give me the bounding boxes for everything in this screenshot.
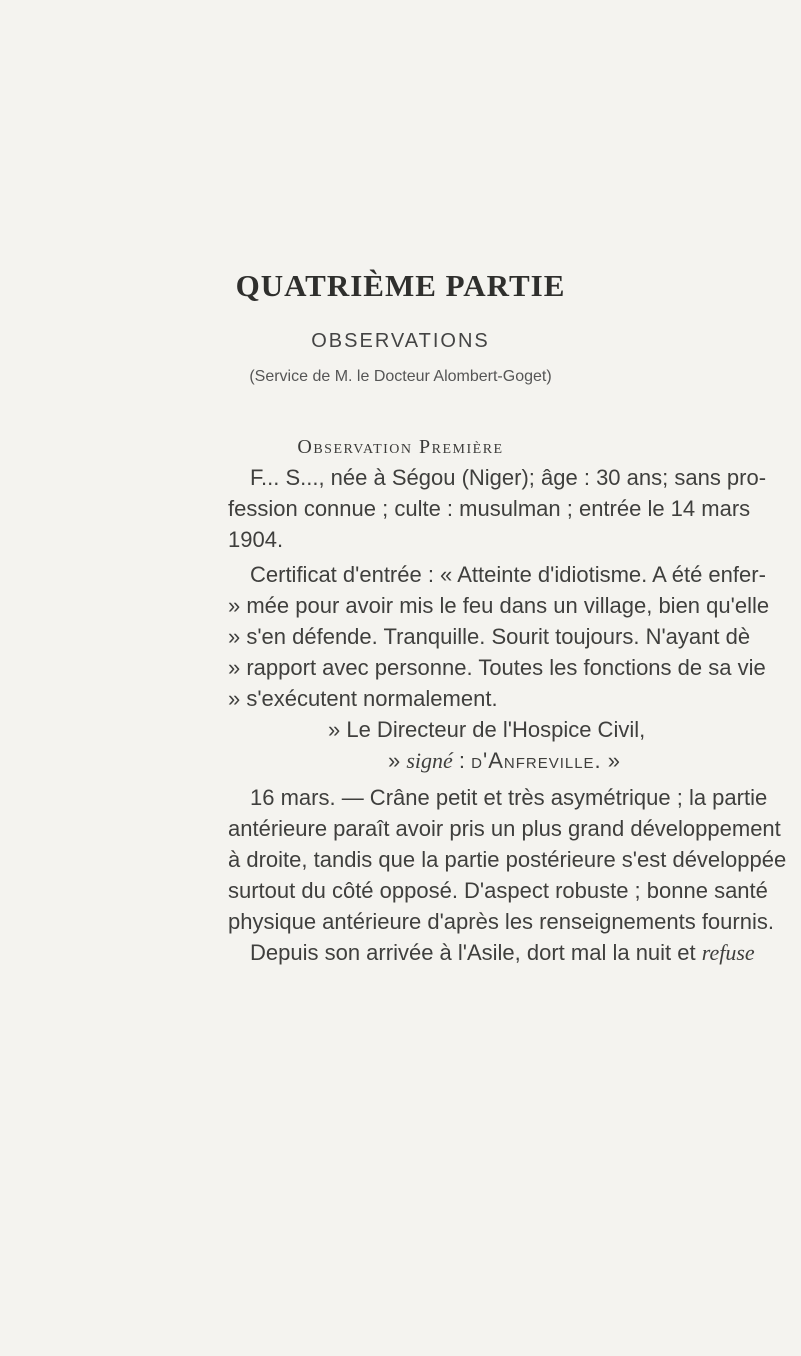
observation-title: Observation Première bbox=[297, 436, 504, 458]
signature-line-signed bbox=[228, 745, 748, 776]
signed-word: signé bbox=[406, 748, 453, 773]
text-line: fession connue ; culte : musulman ; entrée le 14 mars bbox=[228, 496, 751, 521]
signature-suffix: » bbox=[601, 748, 621, 773]
text-line: Certificat d'entrée : « Atteinte d'idiotisme. A été enfer- bbox=[250, 562, 766, 587]
paragraph-certificate bbox=[228, 559, 770, 776]
text-line: 1904. bbox=[228, 527, 284, 552]
signature-colon: : bbox=[452, 748, 472, 773]
last-line-text: Depuis son arrivée à l'Asile, dort mal la nuit et bbox=[250, 940, 702, 965]
service-line: (Service de M. le Docteur Alombert-Goget) bbox=[249, 368, 552, 385]
signature-prefix: » bbox=[388, 748, 407, 773]
text-line-last bbox=[228, 937, 755, 968]
text-line: à droite, tandis que la partie postérieure s'est développée bbox=[228, 847, 787, 872]
signature-line: » Le Directeur de l'Hospice Civil, bbox=[328, 717, 646, 742]
text-line: physique antérieure d'après les renseignements fournis. bbox=[228, 909, 774, 934]
last-line-italic: refuse bbox=[701, 940, 755, 965]
text-line: surtout du côté opposé. D'aspect robuste ; bonne santé bbox=[228, 878, 768, 903]
text-line: F... S..., née à Ségou (Niger); âge : 30 ans; sans pro- bbox=[250, 465, 767, 490]
text-line: » s'exécutent normalement. bbox=[228, 686, 498, 711]
text-line: 16 mars. — Crâne petit et très asymétrique ; la partie bbox=[250, 785, 768, 810]
observations-title: OBSERVATIONS bbox=[311, 330, 490, 352]
part-title: QUATRIÈME PARTIE bbox=[235, 268, 566, 303]
signer-name: d'Anfreville. bbox=[471, 748, 602, 773]
text-line: antérieure paraît avoir pris un plus grand développement bbox=[228, 816, 781, 841]
text-line: » s'en défende. Tranquille. Sourit toujours. N'ayant dè bbox=[228, 624, 751, 649]
text-line: » mée pour avoir mis le feu dans un village, bien qu'elle bbox=[228, 593, 770, 618]
text-line: » rapport avec personne. Toutes les fonctions de sa vie bbox=[228, 655, 766, 680]
paragraph-observation bbox=[228, 782, 787, 968]
paragraph-identity bbox=[228, 462, 767, 555]
